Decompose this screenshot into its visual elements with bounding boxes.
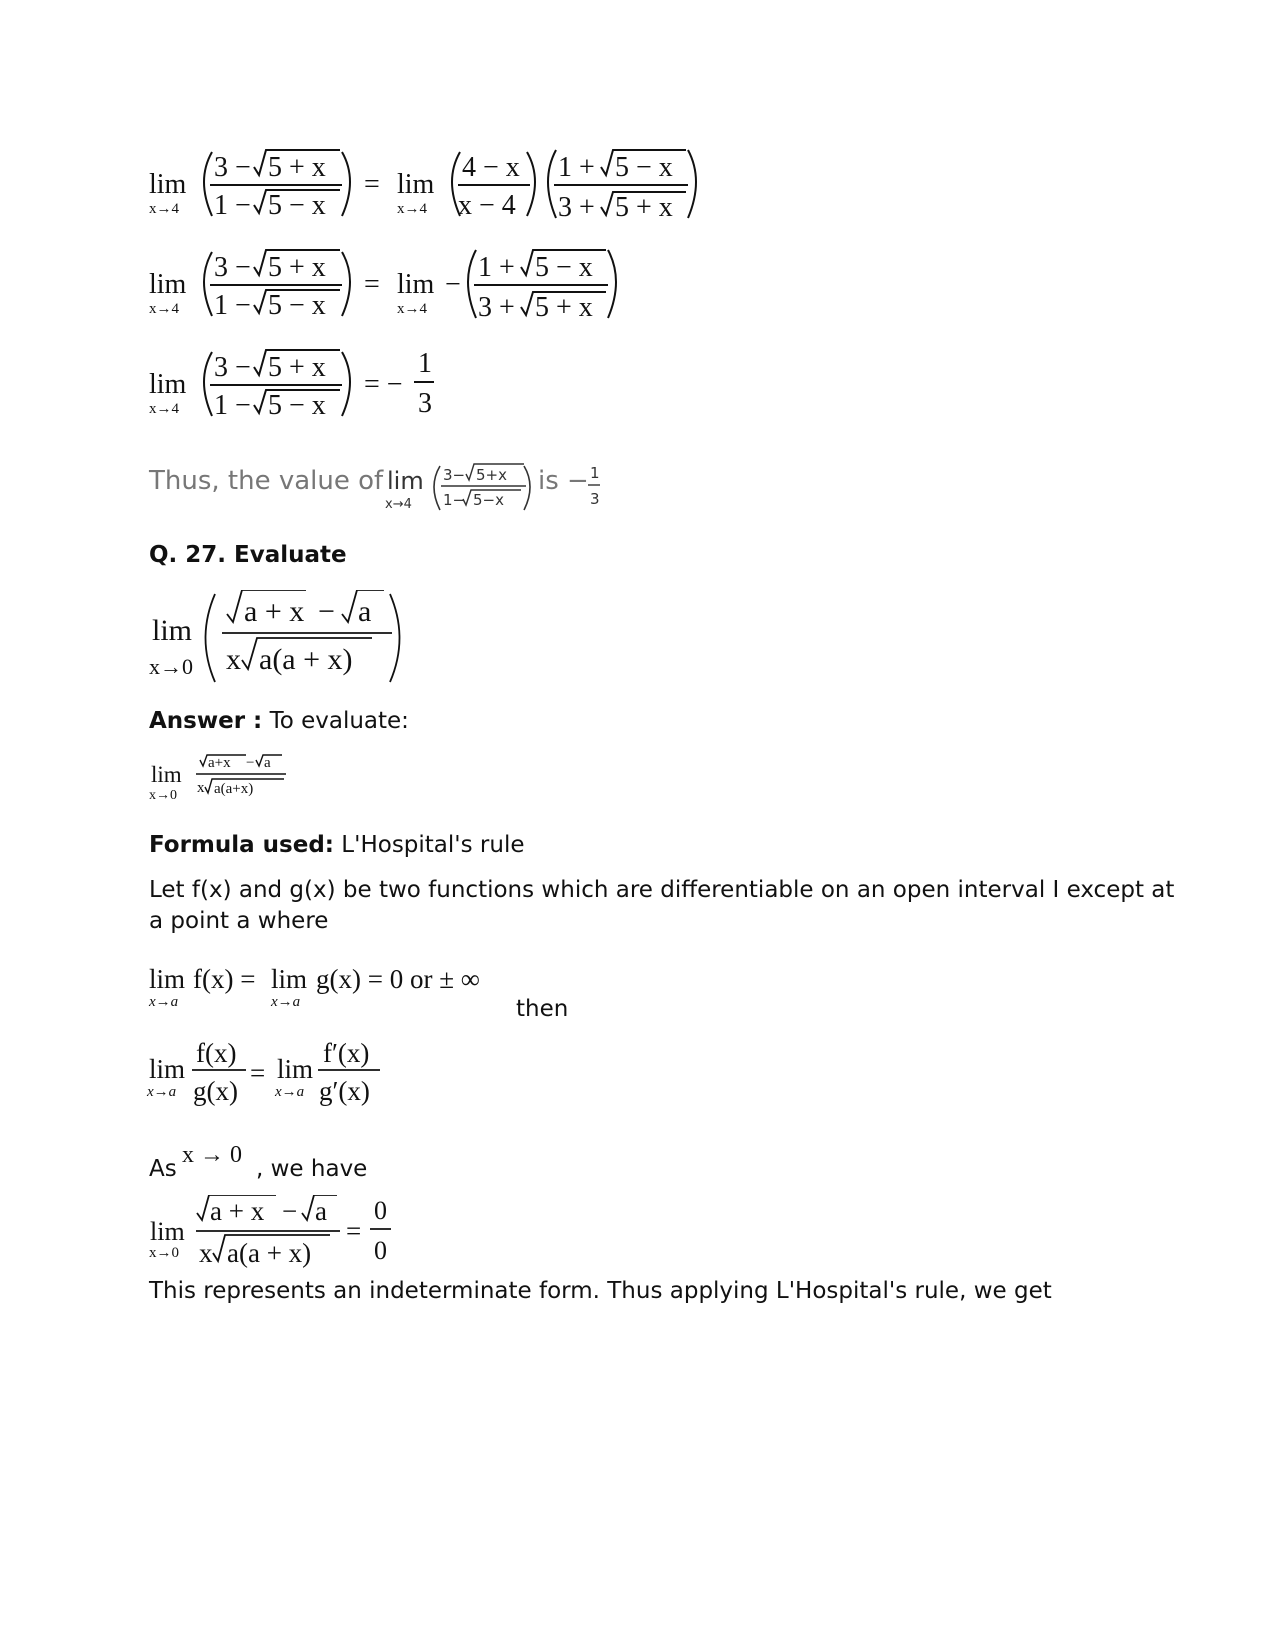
svg-text:x→0: x→0 bbox=[149, 654, 193, 679]
svg-text:x→4: x→4 bbox=[149, 301, 179, 317]
svg-text:1: 1 bbox=[418, 348, 432, 379]
svg-text:=: = bbox=[364, 169, 380, 200]
svg-text:a+x: a+x bbox=[208, 755, 231, 771]
svg-text:lim: lim bbox=[149, 369, 187, 400]
svg-text:0: 0 bbox=[374, 1236, 387, 1265]
rule-expression bbox=[0, 1030, 1275, 1120]
answer-line bbox=[149, 706, 409, 737]
svg-text:f′(x): f′(x) bbox=[323, 1038, 370, 1068]
svg-text:lim: lim bbox=[271, 964, 308, 994]
svg-text:a(a + x): a(a + x) bbox=[259, 643, 353, 676]
svg-text:x: x bbox=[199, 1238, 213, 1268]
svg-text:a + x: a + x bbox=[244, 595, 305, 628]
svg-text:then: then bbox=[516, 996, 569, 1020]
question-expression bbox=[0, 590, 1275, 700]
svg-text:5 + x: 5 + x bbox=[268, 152, 326, 183]
answer-label: Answer : bbox=[149, 708, 263, 734]
limit-step-2 bbox=[0, 240, 1275, 340]
svg-text:5 − x: 5 − x bbox=[268, 290, 326, 321]
svg-text:f(x) =: f(x) = bbox=[193, 964, 256, 994]
svg-text:=: = bbox=[250, 1058, 266, 1088]
svg-text:−: − bbox=[445, 269, 461, 300]
svg-text:lim: lim bbox=[150, 1217, 185, 1246]
svg-text:3−: 3− bbox=[443, 466, 466, 484]
svg-text:−: − bbox=[318, 595, 335, 628]
svg-text:x→a: x→a bbox=[271, 994, 301, 1010]
svg-text:lim: lim bbox=[151, 762, 182, 787]
final-line: This represents an indeterminate form. Thus applying L'Hospital's rule, we get bbox=[149, 1278, 1052, 1304]
svg-text:5 − x: 5 − x bbox=[615, 152, 673, 183]
svg-text:g(x) = 0 or ± ∞: g(x) = 0 or ± ∞ bbox=[316, 964, 481, 994]
svg-text:lim: lim bbox=[149, 964, 186, 994]
limit-step-3 bbox=[0, 340, 1275, 440]
svg-text:lim: lim bbox=[387, 467, 424, 495]
svg-text:g′(x): g′(x) bbox=[319, 1076, 370, 1106]
svg-text:is −: is − bbox=[538, 466, 589, 496]
svg-text:3 −: 3 − bbox=[214, 152, 251, 183]
svg-text:x→0: x→0 bbox=[149, 788, 177, 803]
svg-text:As: As bbox=[149, 1156, 177, 1182]
svg-text:1 −: 1 − bbox=[214, 390, 251, 421]
svg-text:3: 3 bbox=[418, 388, 432, 419]
question-label: Q. 27. Evaluate bbox=[149, 542, 347, 568]
svg-text:1−: 1− bbox=[443, 491, 466, 509]
svg-text:x→a: x→a bbox=[147, 1084, 177, 1100]
svg-text:4 − x: 4 − x bbox=[462, 152, 520, 183]
svg-text:1 +: 1 + bbox=[478, 252, 515, 283]
svg-text:5 + x: 5 + x bbox=[535, 292, 593, 323]
svg-text:5 + x: 5 + x bbox=[268, 352, 326, 383]
svg-text:, we have: , we have bbox=[256, 1156, 368, 1182]
svg-text:1 −: 1 − bbox=[214, 290, 251, 321]
svg-text:3 −: 3 − bbox=[214, 352, 251, 383]
svg-text:3: 3 bbox=[590, 490, 600, 508]
svg-text:a(a+x): a(a+x) bbox=[214, 781, 254, 797]
svg-text:−: − bbox=[282, 1196, 298, 1226]
svg-text:a + x: a + x bbox=[210, 1196, 265, 1226]
condition-expression bbox=[0, 960, 1275, 1020]
svg-text:lim: lim bbox=[149, 169, 187, 200]
answer-expression bbox=[0, 752, 1275, 822]
svg-text:a: a bbox=[264, 755, 271, 771]
svg-text:x − 4: x − 4 bbox=[458, 190, 516, 221]
svg-text:5 + x: 5 + x bbox=[268, 252, 326, 283]
svg-text:x→4: x→4 bbox=[397, 301, 427, 317]
formula-line bbox=[149, 830, 524, 861]
svg-text:=: = bbox=[364, 269, 380, 300]
svg-text:f(x): f(x) bbox=[196, 1038, 237, 1068]
svg-text:lim: lim bbox=[152, 614, 193, 647]
svg-text:3 +: 3 + bbox=[478, 292, 515, 323]
svg-text:−: − bbox=[246, 755, 255, 771]
svg-text:a(a + x): a(a + x) bbox=[227, 1238, 312, 1268]
as-line bbox=[0, 1140, 1275, 1190]
svg-text:x → 0: x → 0 bbox=[182, 1142, 242, 1168]
svg-text:x→4: x→4 bbox=[149, 201, 179, 217]
definition-paragraph bbox=[149, 875, 1174, 937]
svg-text:lim: lim bbox=[397, 169, 435, 200]
svg-text:5 − x: 5 − x bbox=[535, 252, 593, 283]
definition-line-2: a point a where bbox=[149, 908, 329, 934]
svg-text:x: x bbox=[197, 780, 205, 796]
svg-text:x→a: x→a bbox=[275, 1084, 305, 1100]
svg-text:1: 1 bbox=[590, 464, 600, 482]
svg-text:x→0: x→0 bbox=[149, 1245, 179, 1261]
svg-text:g(x): g(x) bbox=[193, 1076, 238, 1106]
formula-text: L'Hospital's rule bbox=[334, 832, 525, 858]
definition-line-1: Let f(x) and g(x) be two functions which are differentiable on an open interval I except at bbox=[149, 877, 1175, 903]
svg-text:5−x: 5−x bbox=[473, 491, 504, 509]
svg-text:Thus, the value of: Thus, the value of bbox=[149, 466, 384, 496]
svg-text:5 − x: 5 − x bbox=[268, 190, 326, 221]
svg-text:x→4: x→4 bbox=[149, 401, 179, 417]
svg-text:= −: = − bbox=[364, 369, 403, 400]
svg-text:3 −: 3 − bbox=[214, 252, 251, 283]
svg-text:lim: lim bbox=[397, 269, 435, 300]
svg-text:a: a bbox=[358, 595, 372, 628]
answer-text: To evaluate: bbox=[262, 708, 409, 734]
svg-text:x→4: x→4 bbox=[397, 201, 427, 217]
svg-text:3 +: 3 + bbox=[558, 192, 595, 223]
formula-label: Formula used: bbox=[149, 832, 334, 858]
svg-text:a: a bbox=[315, 1196, 327, 1226]
svg-text:lim: lim bbox=[149, 1054, 186, 1084]
svg-text:x→4: x→4 bbox=[385, 497, 412, 512]
svg-text:1 +: 1 + bbox=[558, 152, 595, 183]
svg-text:5 − x: 5 − x bbox=[268, 390, 326, 421]
svg-text:=: = bbox=[346, 1216, 362, 1246]
conclusion-line bbox=[0, 458, 1275, 528]
svg-text:x→a: x→a bbox=[149, 994, 179, 1010]
svg-text:5 + x: 5 + x bbox=[615, 192, 673, 223]
svg-text:lim: lim bbox=[277, 1054, 314, 1084]
svg-text:x: x bbox=[226, 643, 241, 676]
svg-text:0: 0 bbox=[374, 1196, 387, 1225]
svg-text:5+x: 5+x bbox=[476, 466, 507, 484]
svg-text:lim: lim bbox=[149, 269, 187, 300]
svg-text:1 −: 1 − bbox=[214, 190, 251, 221]
